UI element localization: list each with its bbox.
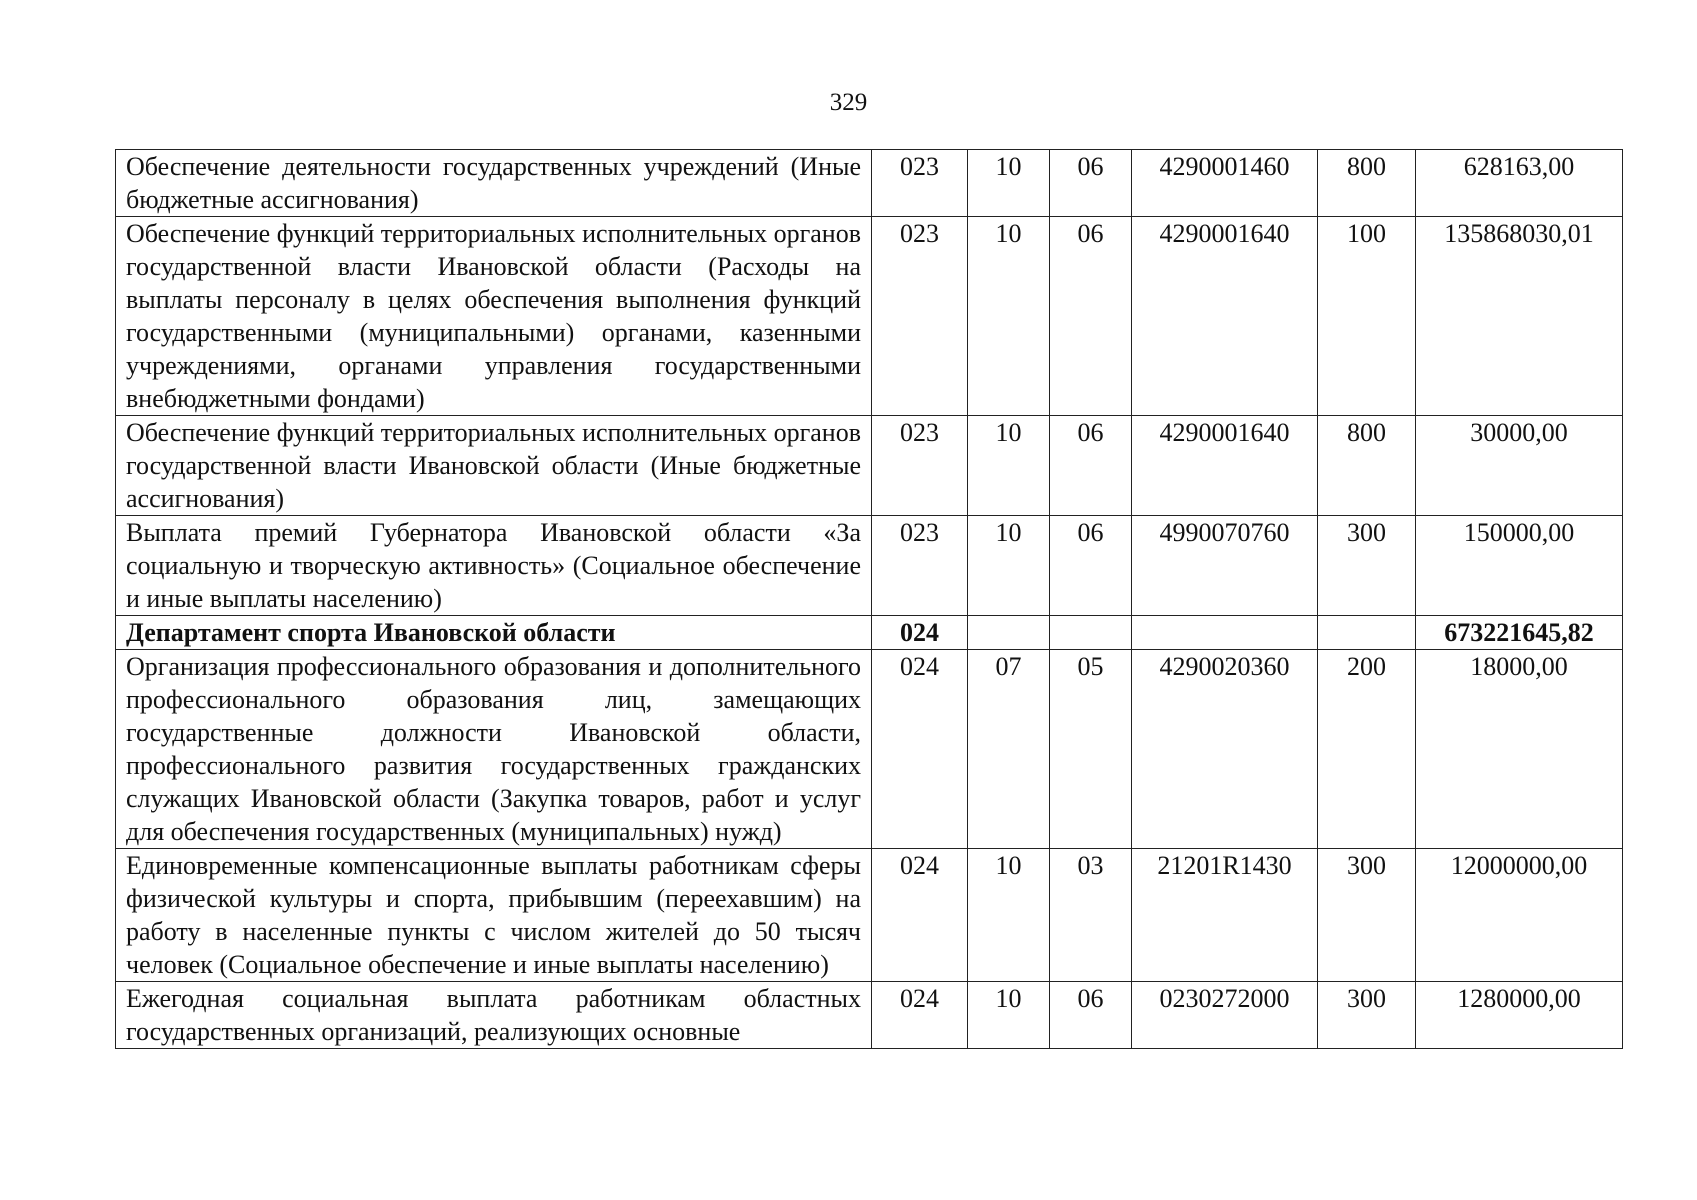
target-article-code: 4990070760 — [1132, 516, 1318, 616]
row-description: Единовременные компенсационные выплаты работникам сферы физической культуры и спорта, прибывшим (переехавшим) на работу в населенные пункты с числом жителей до 50 тысяч человек (Социальное обеспечение и иные выплаты населению) — [116, 849, 872, 982]
department-total: 673221645,82 — [1416, 616, 1623, 650]
target-article-code: 4290020360 — [1132, 650, 1318, 849]
table-row — [116, 150, 1623, 217]
table-row — [116, 849, 1623, 982]
expense-type-code: 800 — [1318, 416, 1416, 516]
table-row — [116, 650, 1623, 849]
ministry-code: 023 — [872, 416, 968, 516]
table-row — [116, 416, 1623, 516]
ministry-code: 023 — [872, 516, 968, 616]
subsection-code: 05 — [1050, 650, 1132, 849]
table-row — [116, 217, 1623, 416]
amount: 18000,00 — [1416, 650, 1623, 849]
subsection-code: 06 — [1050, 516, 1132, 616]
subsection-code — [1050, 616, 1132, 650]
department-row — [116, 616, 1623, 650]
amount: 628163,00 — [1416, 150, 1623, 217]
ministry-code: 024 — [872, 616, 968, 650]
amount: 30000,00 — [1416, 416, 1623, 516]
subsection-code: 03 — [1050, 849, 1132, 982]
subsection-code: 06 — [1050, 982, 1132, 1049]
row-description: Обеспечение деятельности государственных учреждений (Иные бюджетные ассигнования) — [116, 150, 872, 217]
table-row — [116, 982, 1623, 1049]
expense-type-code: 100 — [1318, 217, 1416, 416]
department-title: Департамент спорта Ивановской области — [116, 616, 872, 650]
subsection-code: 06 — [1050, 416, 1132, 516]
section-code: 10 — [968, 416, 1050, 516]
section-code: 07 — [968, 650, 1050, 849]
target-article-code: 21201R1430 — [1132, 849, 1318, 982]
amount: 150000,00 — [1416, 516, 1623, 616]
subsection-code: 06 — [1050, 150, 1132, 217]
section-code: 10 — [968, 516, 1050, 616]
page-number: 329 — [829, 89, 868, 116]
expense-type-code: 300 — [1318, 516, 1416, 616]
expense-type-code: 300 — [1318, 849, 1416, 982]
section-code: 10 — [968, 849, 1050, 982]
section-code: 10 — [968, 982, 1050, 1049]
expense-type-code — [1318, 616, 1416, 650]
subsection-code: 06 — [1050, 217, 1132, 416]
row-description: Выплата премий Губернатора Ивановской области «За социальную и творческую активность» (Социальное обеспечение и иные выплаты населению) — [116, 516, 872, 616]
target-article-code: 4290001640 — [1132, 217, 1318, 416]
ministry-code: 024 — [872, 849, 968, 982]
expense-type-code: 200 — [1318, 650, 1416, 849]
amount: 12000000,00 — [1416, 849, 1623, 982]
section-code: 10 — [968, 217, 1050, 416]
section-code — [968, 616, 1050, 650]
budget-table — [115, 149, 1623, 1049]
amount: 1280000,00 — [1416, 982, 1623, 1049]
ministry-code: 023 — [872, 150, 968, 217]
expense-type-code: 300 — [1318, 982, 1416, 1049]
table-row — [116, 516, 1623, 616]
expense-type-code: 800 — [1318, 150, 1416, 217]
row-description: Обеспечение функций территориальных исполнительных органов государственной власти Ивановской области (Расходы на выплаты персоналу в целях обеспечения выполнения функций государственными (муниципальными) органами, казенными учреждениями, органами управления государственными внебюджетными фондами) — [116, 217, 872, 416]
ministry-code: 023 — [872, 217, 968, 416]
section-code: 10 — [968, 150, 1050, 217]
target-article-code — [1132, 616, 1318, 650]
amount: 135868030,01 — [1416, 217, 1623, 416]
target-article-code: 4290001640 — [1132, 416, 1318, 516]
ministry-code: 024 — [872, 650, 968, 849]
target-article-code: 0230272000 — [1132, 982, 1318, 1049]
row-description: Организация профессионального образования и дополнительного профессионального образования лиц, замещающих государственные должности Ивановской области, профессионального развития государственных гражданских служащих Ивановской области (Закупка товаров, работ и услуг для обеспечения государственных (муниципальных) нужд) — [116, 650, 872, 849]
ministry-code: 024 — [872, 982, 968, 1049]
row-description: Обеспечение функций территориальных исполнительных органов государственной власти Ивановской области (Иные бюджетные ассигнования) — [116, 416, 872, 516]
target-article-code: 4290001460 — [1132, 150, 1318, 217]
row-description: Ежегодная социальная выплата работникам областных государственных организаций, реализующих основные — [116, 982, 872, 1049]
